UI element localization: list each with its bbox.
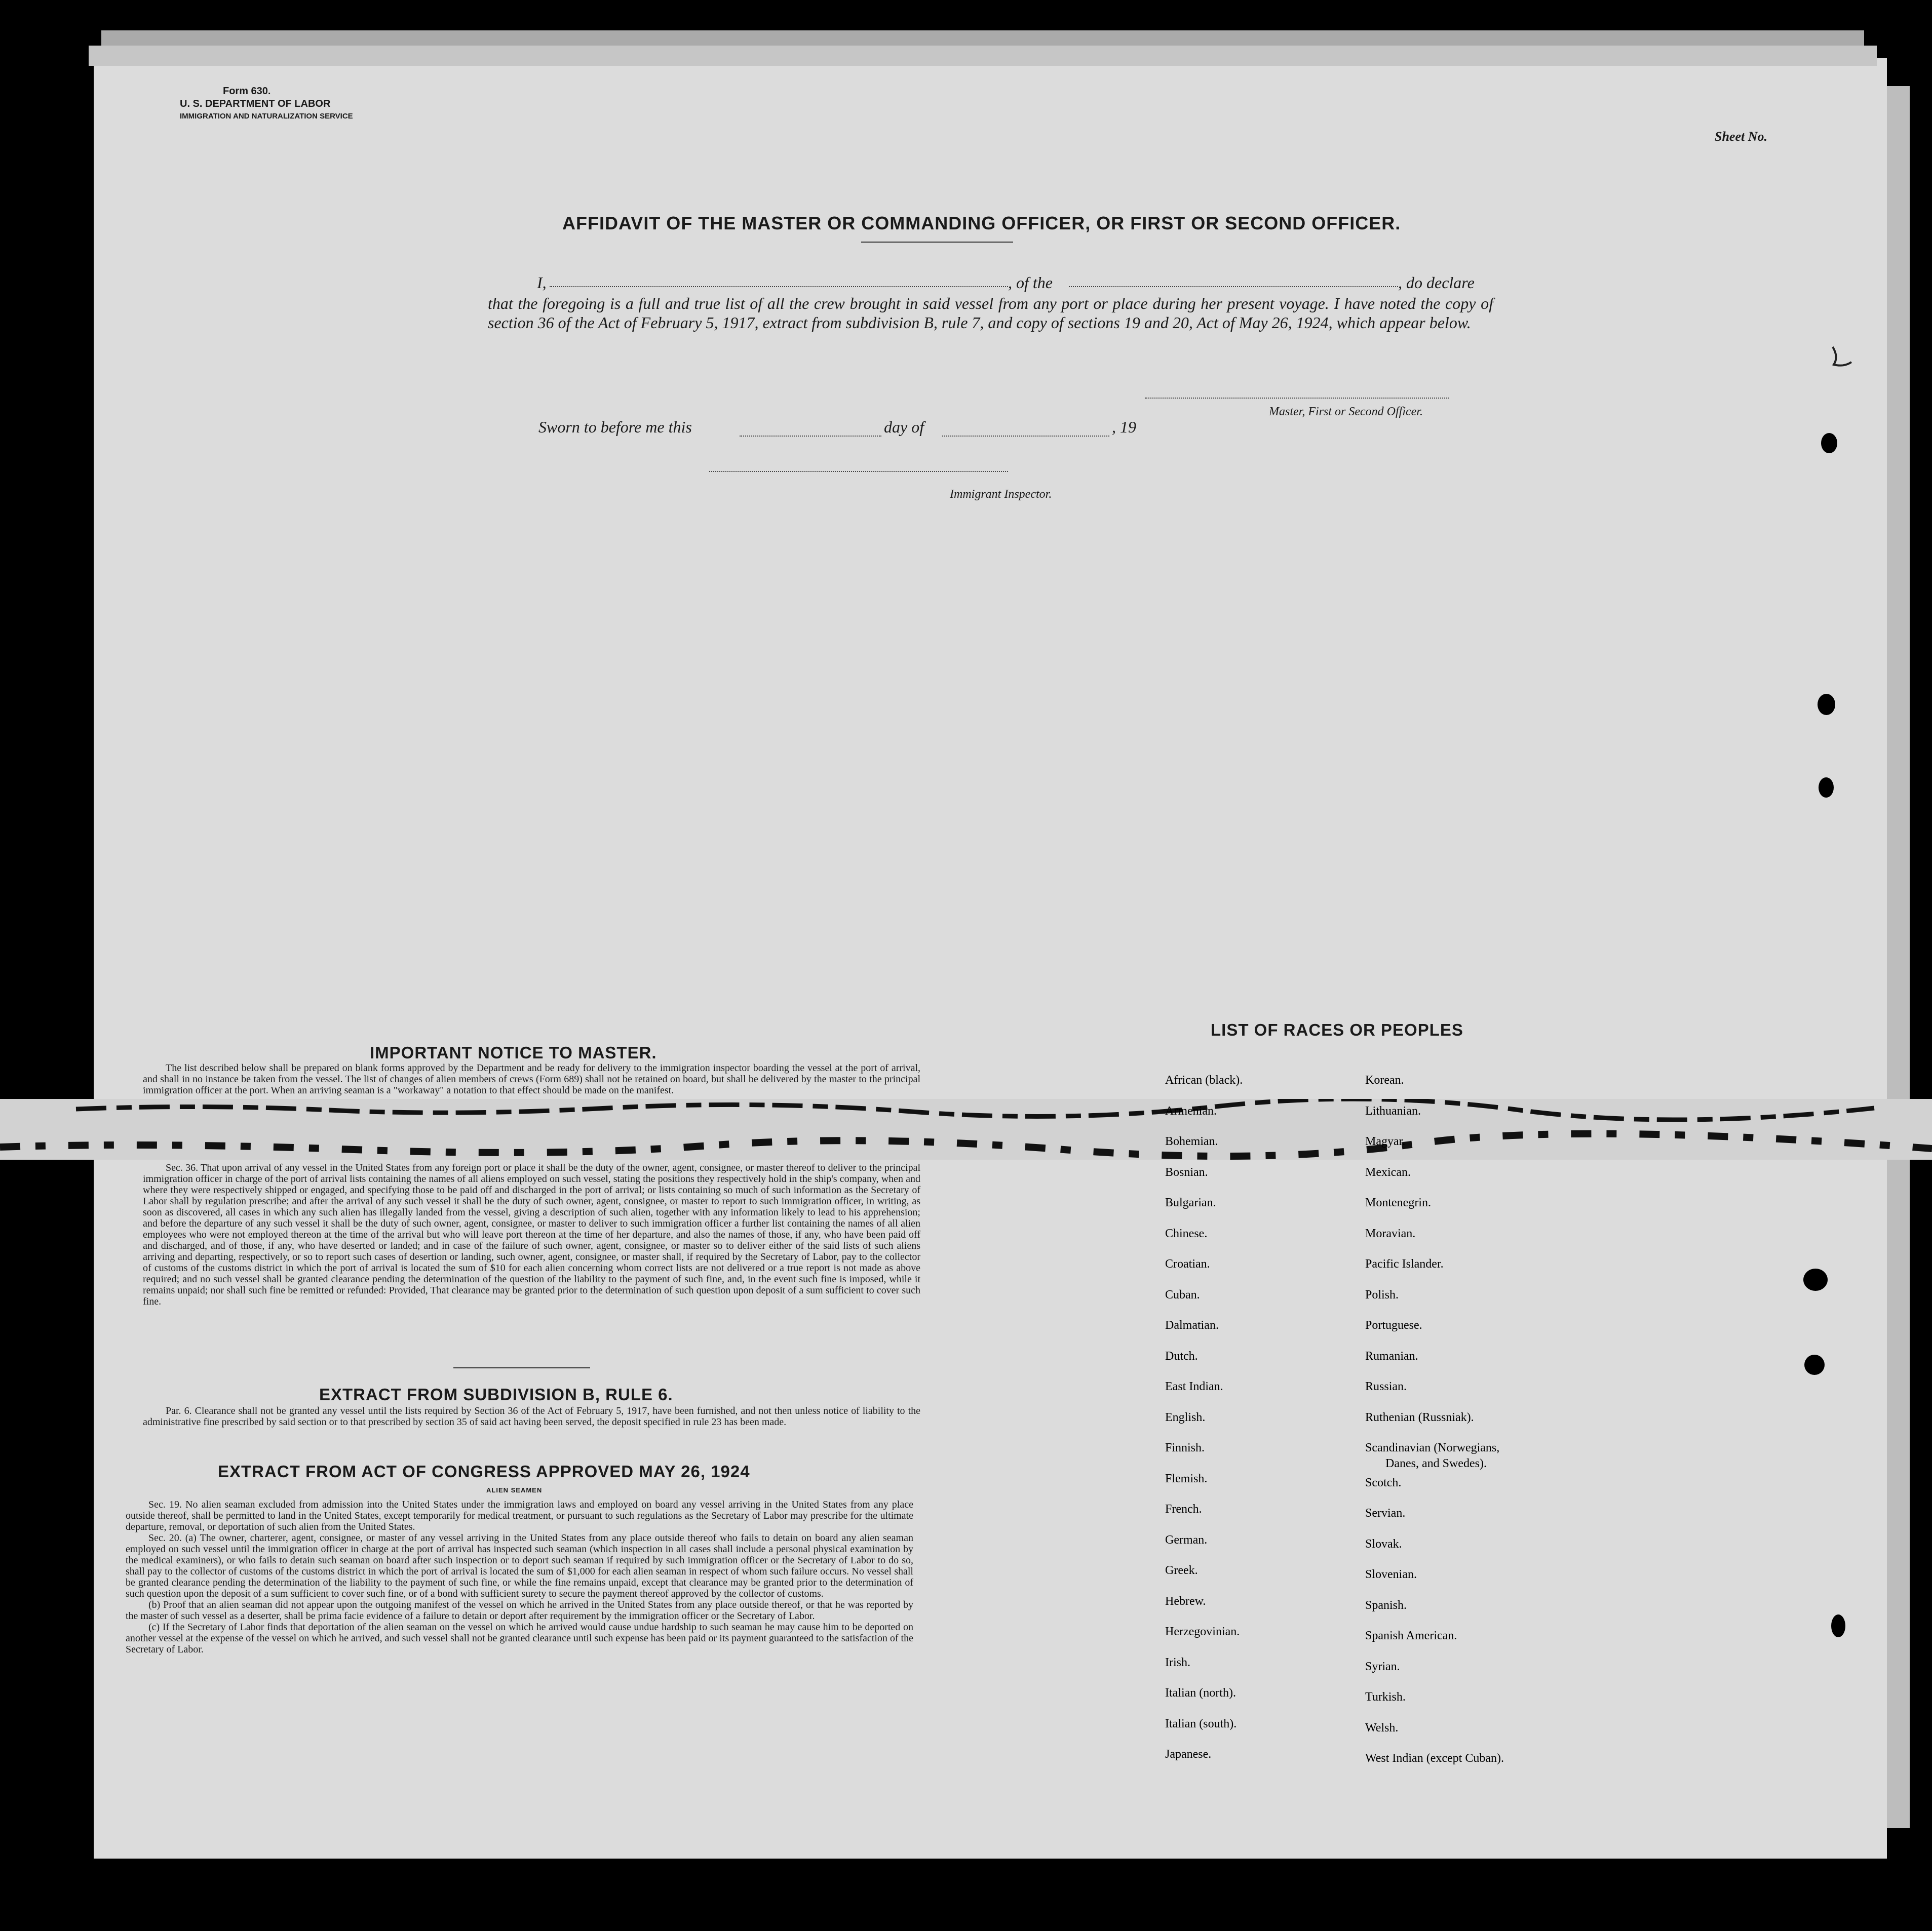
sheet-number-label: Sheet No.: [1715, 129, 1767, 144]
race-item: Bosnian.: [1165, 1165, 1208, 1179]
race-item: Italian (south).: [1165, 1717, 1237, 1730]
extract-1917-body: Sec. 36. That upon arrival of any vessel in the United States from any foreign port or place it shall be the duty of the owner, agent, consignee, or master thereof to deliver to the principal immigration officer in charge of the port of arrival lists containing the names of all aliens employed on such vessel, stating the positions they respectively hold in the ship's company, when and where they were respectively shipped or engaged, and specifying those to be paid off and discharged in the port of arrival; or lists containing so much of such information as the Secretary of Labor shall by regulation prescribe; and after the arrival of any such vessel it shall be the duty of such owner, agent, consignee, or master to report to such immigration officer, in writing, as soon as discovered, all cases in which any such alien has illegally landed from the vessel, giving a description of such alien, together with any information likely to lead to his apprehension; and before the departure of any such vessel it shall be the duty of such owner, agent, consignee, or master to deliver to such immigration officer a further list containing the names of all alien employees who were not employed thereon at the time of the arrival but who will leave port thereon at the time of her departure, and also the names of those, if any, who have been paid off and discharged, and of those, if any, who have deserted or landed; and in case of the failure of such owner, agent, consignee, or master so to deliver either of the said lists of such aliens arriving and departing, respectively, or so to report such cases of desertion or landing, such owner, agent, consignee, or master shall, if required by the Secretary of Labor, pay to the collector of customs of the customs district in which the port of arrival is located the sum of $10 for each alien concerning whom correct lists are not delivered or a true report is not made as above required; and no such vessel shall be granted clearance pending the determination of the question of the liability to the payment of such fine, and, in the event such fine is imposed, while it remains unpaid; nor shall such fine be remitted or refunded: Provided, That clearance may be granted prior to the determination of such question upon deposit of a sum sufficient to cover such fine.: [143, 1162, 920, 1307]
race-item: Syrian.: [1365, 1660, 1400, 1673]
sworn-label: Sworn to before me this: [538, 418, 692, 436]
torn-strip-damage: [0, 1099, 1932, 1160]
race-item: Bulgarian.: [1165, 1196, 1216, 1209]
race-item: Portuguese.: [1365, 1319, 1422, 1332]
race-item: Russian.: [1365, 1380, 1407, 1393]
inspector-label: Immigrant Inspector.: [950, 488, 1052, 501]
officer-signature-field[interactable]: [1145, 398, 1449, 399]
service-name: IMMIGRATION AND NATURALIZATION SERVICE: [180, 112, 353, 121]
race-item: Ruthenian (Russniak).: [1365, 1410, 1474, 1424]
race-item: Flemish.: [1165, 1472, 1208, 1485]
race-item: Finnish.: [1165, 1441, 1205, 1454]
races-title: LIST OF RACES OR PEOPLES: [1211, 1020, 1463, 1039]
punch-hole: [1804, 1355, 1825, 1375]
sec-20c-paragraph: (c) If the Secretary of Labor finds that deportation of the alien seaman on the vessel on which he arrived would cause undue hardship to such seaman he may cause him to be deported on another vessel at the expense of the vessel on which he arrived, and such vessel shall not be granted clearance until such expense has been paid or its payment guaranteed to the satisfaction of the Secretary of Labor.: [126, 1622, 913, 1655]
race-item: Bohemian.: [1165, 1135, 1218, 1148]
race-item: Greek.: [1165, 1564, 1198, 1577]
form-number: Form 630.: [223, 86, 271, 97]
race-item: Slovenian.: [1365, 1568, 1417, 1581]
race-item: African (black).: [1165, 1074, 1243, 1087]
punch-hole: [1818, 694, 1835, 715]
race-item: Magyar.: [1365, 1135, 1406, 1148]
inspector-signature-field[interactable]: [709, 471, 1008, 472]
race-item: Rumanian.: [1365, 1349, 1418, 1363]
race-item: Polish.: [1365, 1288, 1399, 1302]
race-item: Pacific Islander.: [1365, 1257, 1444, 1271]
rule6-body: Par. 6. Clearance shall not be granted any vessel until the lists required by Section 36 of the Act of February 5, 1917, have been furnished, and not then unless notice of liability to the administrative fine prescribed by said section or to that prescribed by section 35 of said act having been served, the deposit specified in rule 23 has been made.: [143, 1405, 920, 1428]
race-item: West Indian (except Cuban).: [1365, 1752, 1504, 1765]
race-item: Croatian.: [1165, 1257, 1210, 1271]
race-item: Servian.: [1365, 1507, 1406, 1520]
sworn-year-label: , 19: [1112, 418, 1136, 436]
race-item: Turkish.: [1365, 1690, 1406, 1704]
department-name: U. S. DEPARTMENT OF LABOR: [180, 98, 331, 109]
race-item: Welsh.: [1365, 1721, 1399, 1735]
race-item: Spanish.: [1365, 1598, 1407, 1612]
affidavit-body: that the foregoing is a full and true list of all the crew brought in said vessel from any port or place during her present voyage. I have noted the copy of section 36 of the Act of February 5, 1917, extract from subdivision B, rule 7, and copy of sections 19 and 20, Act of May 26, 1924, which appear below.: [488, 294, 1493, 332]
race-item: Scotch.: [1365, 1476, 1402, 1489]
race-item: Chinese.: [1165, 1227, 1208, 1240]
race-item: Japanese.: [1165, 1748, 1212, 1761]
race-item: Scandinavian (Norwegians,: [1365, 1441, 1500, 1454]
race-item: French.: [1165, 1503, 1202, 1516]
rule6-title: EXTRACT FROM SUBDIVISION B, RULE 6.: [319, 1385, 673, 1404]
race-item: English.: [1165, 1410, 1206, 1424]
race-item: Dalmatian.: [1165, 1319, 1219, 1332]
declarant-label: I,: [537, 273, 547, 292]
title-rule: [861, 242, 1013, 243]
handwritten-mark: [1829, 342, 1859, 372]
affidavit-title: AFFIDAVIT OF THE MASTER OR COMMANDING OFFICER, OR FIRST OR SECOND OFFICER.: [562, 213, 1401, 233]
race-item: Armenian.: [1165, 1104, 1217, 1118]
race-item: Montenegrin.: [1365, 1196, 1431, 1209]
punch-hole: [1821, 433, 1837, 453]
race-item: East Indian.: [1165, 1380, 1223, 1393]
race-item: Slovak.: [1365, 1537, 1402, 1551]
vessel-name-field[interactable]: [1069, 286, 1398, 287]
race-item: Moravian.: [1365, 1227, 1416, 1240]
race-item: Dutch.: [1165, 1349, 1198, 1363]
race-item: Italian (north).: [1165, 1686, 1236, 1700]
underlying-sheet-edge: [101, 30, 1864, 46]
race-item: German.: [1165, 1533, 1208, 1547]
sworn-day-field[interactable]: [740, 436, 881, 437]
declare-label: , do declare: [1398, 273, 1475, 292]
race-item-continuation: Danes, and Swedes).: [1385, 1457, 1487, 1470]
section-rule: [453, 1367, 590, 1368]
punch-hole: [1819, 777, 1834, 798]
sec-20a-paragraph: Sec. 20. (a) The owner, charterer, agent, consignee, or master of any vessel arriving in the United States from any place outside thereof who fails to detain on board any alien seaman employed on such vessel until the immigration officer in charge at the port of arrival has inspected such seaman (which inspection in all cases shall include a personal physical examination by the medical examiners), or who fails to detain such seaman on board after such inspection or to deport such seaman if required by such immigration officer or the Secretary of Labor to do so, shall pay to the collector of customs of the customs district in which the port of arrival is located the sum of $1,000 for each alien seaman in respect of whom such failure occurs. No vessel shall be granted clearance pending the determination of the liability to the payment of such fine, or while the fine remains unpaid, except that clearance may be granted prior to the determination of such question upon the deposit of a sum sufficient to cover such fine, or of a bond with sufficient surety to secure the payment thereof approved by the collector of customs.: [126, 1532, 913, 1599]
race-item: Korean.: [1365, 1074, 1404, 1087]
extract-1924-subtitle: ALIEN SEAMEN: [486, 1486, 543, 1494]
vessel-label: , of the: [1008, 273, 1053, 292]
race-item: Herzegovinian.: [1165, 1625, 1240, 1638]
punch-hole: [1831, 1614, 1845, 1637]
declarant-name-field[interactable]: [550, 286, 1008, 287]
race-item: Mexican.: [1365, 1165, 1411, 1179]
extract-1924-title: EXTRACT FROM ACT OF CONGRESS APPROVED MAY 26, 1924: [218, 1462, 750, 1481]
race-item: Hebrew.: [1165, 1594, 1206, 1608]
day-of-label: day of: [884, 418, 924, 436]
page-fold-edge: [89, 46, 1877, 66]
sec-20b-paragraph: (b) Proof that an alien seaman did not appear upon the outgoing manifest of the vessel on which he arrived in the United States from any place outside thereof, or that he was reported by the master of such vessel as a deserter, shall be prima facie evidence of a failure to detain or deport after requirement by the immigration officer or the Secretary of Labor.: [126, 1599, 913, 1622]
notice-body: The list described below shall be prepared on blank forms approved by the Department and be ready for delivery to the immigration inspector boarding the vessel at the port of arrival, and shall in no instance be taken from the vessel. The list of changes of alien members of crews (Form 689) shall not be retained on board, but shall be delivered by the master to the principal immigration officer at the port. When an arriving seaman is a "workaway" a notation to that effect should be made on the manifest.: [143, 1062, 920, 1096]
race-item: Lithuanian.: [1365, 1104, 1421, 1118]
extract-1924-body: [126, 1499, 913, 1655]
punch-hole: [1803, 1269, 1828, 1291]
race-item: Irish.: [1165, 1656, 1190, 1669]
sec-19-paragraph: Sec. 19. No alien seaman excluded from admission into the United States under the immigration laws and employed on board any vessel arriving in the United States from any place outside thereof, shall be permitted to land in the United States, except temporarily for medical treatment, or pursuant to such regulations as the Secretary of Labor may prescribe for the ultimate departure, removal, or deportation of such alien from the United States.: [126, 1499, 913, 1532]
sworn-month-field[interactable]: [942, 436, 1109, 437]
race-item: Cuban.: [1165, 1288, 1200, 1302]
race-item: Spanish American.: [1365, 1629, 1457, 1642]
notice-title: IMPORTANT NOTICE TO MASTER.: [370, 1043, 657, 1062]
officer-signature-label: Master, First or Second Officer.: [1269, 405, 1423, 418]
